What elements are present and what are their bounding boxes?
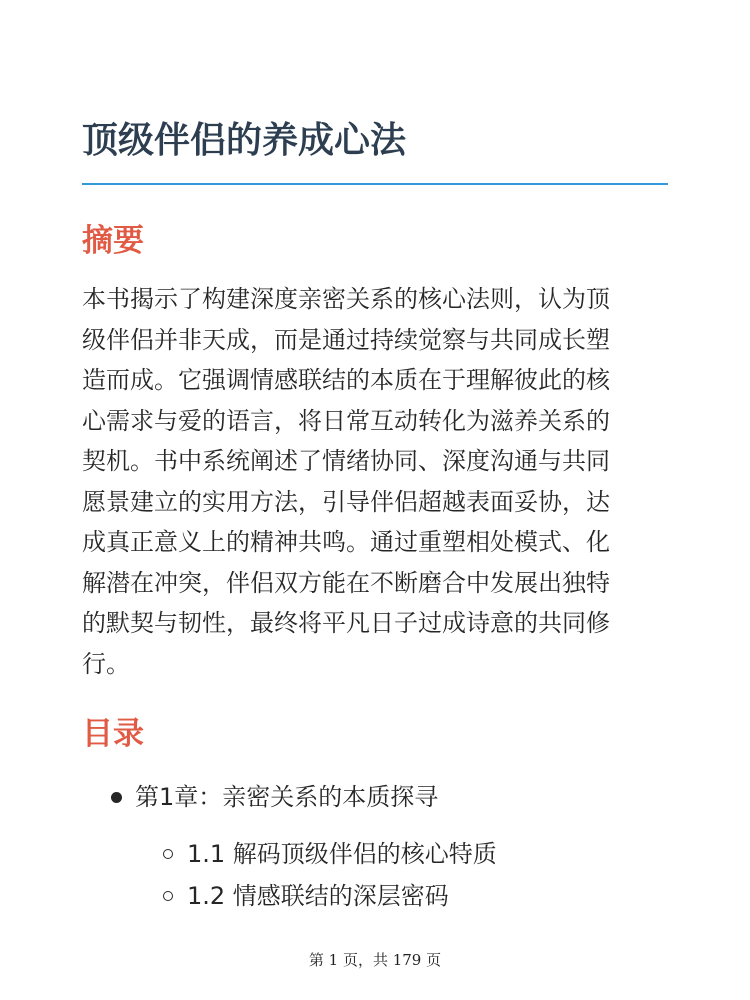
bullet-disc-icon — [111, 792, 122, 803]
summary-heading: 摘要 — [82, 223, 144, 259]
summary-line: 造而成。它强调情感联结的本质在于理解彼此的核 — [82, 366, 610, 394]
document-title: 顶级伴侣的养成心法 — [82, 120, 407, 161]
toc-section-1-1[interactable]: 1.1 解码顶级伴侣的核心特质 — [187, 840, 497, 868]
toc-chapter-1[interactable]: 第1章：亲密关系的本质探寻 — [135, 783, 439, 811]
title-divider — [82, 183, 668, 185]
bullet-circle-icon — [163, 849, 173, 859]
summary-line: 契机。书中系统阐述了情绪协同、深度沟通与共同 — [82, 447, 610, 475]
summary-line: 成真正意义上的精神共鸣。通过重塑相处模式、化 — [82, 528, 610, 556]
toc-section-1-2[interactable]: 1.2 情感联结的深层密码 — [187, 882, 449, 910]
summary-paragraph — [82, 279, 672, 684]
summary-line: 本书揭示了构建深度亲密关系的核心法则，认为顶 — [82, 285, 610, 313]
bullet-circle-icon — [163, 891, 173, 901]
toc-heading: 目录 — [82, 716, 144, 752]
summary-line: 级伴侣并非天成，而是通过持续觉察与共同成长塑 — [82, 325, 610, 354]
summary-line: 愿景建立的实用方法，引导伴侣超越表面妥协，达 — [82, 487, 610, 516]
summary-line: 解潜在冲突，伴侣双方能在不断磨合中发展出独特 — [82, 568, 610, 597]
page-footer: 第 1 页，共 179 页 — [308, 951, 442, 969]
summary-line: 行。 — [82, 649, 130, 678]
summary-line: 心需求与爱的语言，将日常互动转化为滋养关系的 — [82, 406, 610, 435]
summary-line: 的默契与韧性，最终将平凡日子过成诗意的共同修 — [82, 609, 610, 637]
